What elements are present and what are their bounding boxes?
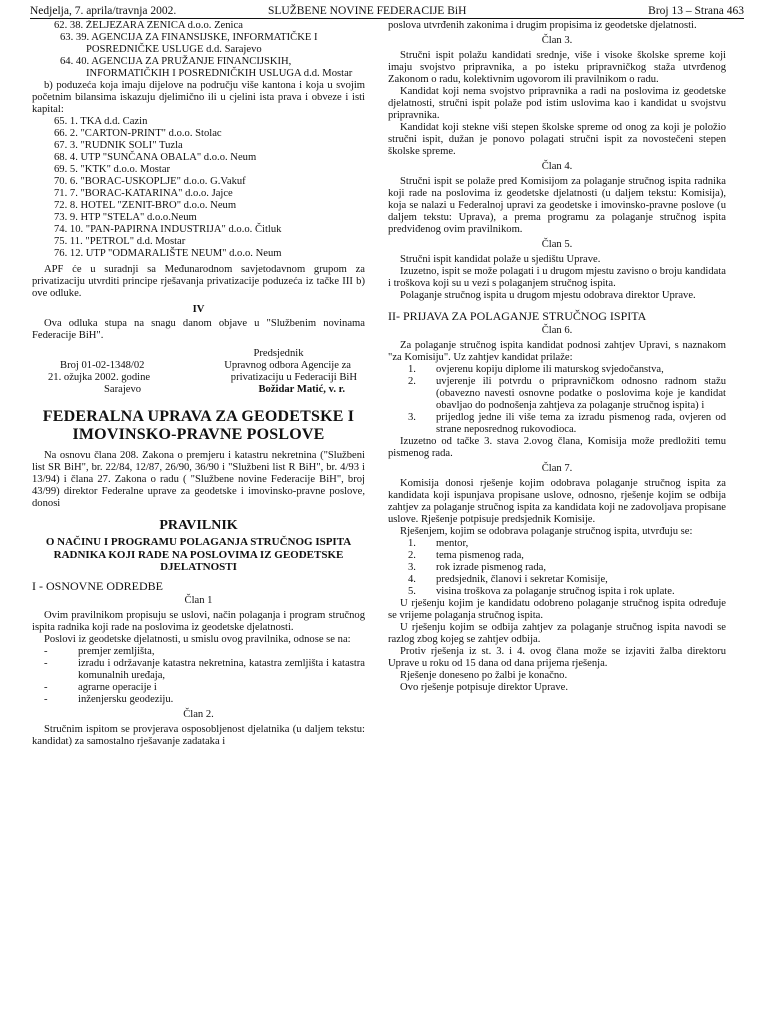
section-iv-heading: IV <box>192 304 205 315</box>
article-7-paragraph: Rješenjem, kojim se odobrava polaganje stručnog ispita, utvrđuju se: <box>400 526 693 537</box>
article-1-paragraph: Poslovi iz geodetske djelatnosti, u smislu ovog pravilnika, odnose se na: <box>44 633 351 645</box>
right-column <box>388 20 726 1020</box>
list-item: 63. 39. AGENCIJA ZA FINANSIJSKE, INFORMATIČKE I POSREDNIČKE USLUGE d.d. Sarajevo <box>60 32 318 55</box>
article-5-paragraph: Izuzetno, ispit se može polagati i u drugom mjestu zavisno o broju kandidata i troškova koji su u vezi s polaganjem stručnog ispita. <box>388 266 726 289</box>
list-item: 3. rok izrade pismenog rada, <box>408 562 547 573</box>
list-item: 74. 10. "PAN-PAPIRNA INDUSTRIJA" d.o.o. Čitluk <box>54 224 282 235</box>
article-1-paragraph: Ovim pravilnikom propisuju se uslovi, način polaganja i program stručnog ispita radnika koji rade na poslovima iz geodetske djelatnosti. <box>32 609 365 633</box>
decision-contents-list <box>388 538 726 598</box>
article-3-paragraph: Kandidat koji stekne viši stepen školske spreme od onog za koji je položio stručni ispit, dužan je ponovo polagati stručni ispit za novostečeni stepen školske spreme. <box>388 122 726 157</box>
list-item: 75. 11. "PETROL" d.d. Mostar <box>54 236 186 247</box>
decision-date: 21. ožujka 2002. godine <box>48 372 151 383</box>
issue-date: Nedjelja, 7. aprila/travnja 2002. <box>30 5 177 17</box>
list-item: 62. 38. ŽELJEZARA ZENICA d.o.o. Zenica <box>54 20 243 31</box>
gazette-title: SLUŽBENE NOVINE FEDERACIJE BiH <box>268 5 467 17</box>
list-item: - agrarne operacije i <box>44 681 157 693</box>
article-3-paragraph: Kandidat koji nema svojstvo pripravnika a radi na poslovima iz geodetske djelatnosti, stručni ispit polaže pod istim uslovima kao i kandidat u svojstvu pripravnika. <box>388 86 726 121</box>
article-7-paragraph: U rješenju kojim je kandidatu odobreno polaganje stručnog ispita određuje se vrijeme polaganja stručnog ispita. <box>388 598 726 621</box>
list-item: 1. ovjerenu kopiju diplome ili maturskog svjedočanstva, <box>408 364 664 375</box>
article-5-paragraph: Stručni ispit kandidat polaže u sjedištu Uprave. <box>400 254 601 265</box>
list-item: - izradu i održavanje katastra nekretnina, katastra zemljišta i katastra komunalnih uređaja, <box>44 657 365 681</box>
list-item: 65. 1. TKA d.d. Cazin <box>54 116 148 127</box>
signatory-name: Božidar Matić, v. r. <box>258 384 345 395</box>
article-heading: Član 4. <box>541 161 573 172</box>
page-header <box>30 4 744 19</box>
page-number: Broj 13 – Strana 463 <box>648 5 744 17</box>
list-item: 76. 12. UTP "ODMARALIŠTE NEUM" d.o.o. Neum <box>54 248 282 259</box>
list-item: 5. visina troškova za polaganje stručnog ispita i rok uplate. <box>408 586 675 597</box>
section-i-heading: I - OSNOVNE ODREDBE <box>32 578 163 593</box>
document-subtitle: O NAČINU I PROGRAMU POLAGANJA STRUČNOG ISPITA RADNIKA KOJI RADE NA POSLOVIMA IZ GEODETSKE DJELATNOSTI <box>45 536 352 573</box>
list-item: 69. 5. "KTK" d.o.o. Mostar <box>54 164 171 175</box>
decision-place: Sarajevo <box>104 384 142 395</box>
list-item: - inženjersku geodeziju. <box>44 693 174 705</box>
list-item: 70. 6. "BORAC-USKOPLJE" d.o.o. G.Vakuf <box>54 176 246 187</box>
article-heading: Član 1 <box>184 594 213 606</box>
list-item: 73. 9. HTP "STELA" d.o.o.Neum <box>54 212 197 223</box>
intro-paragraph: Na osnovu člana 208. Zakona o premjeru i katastru nekretnina ("Službeni list SR BiH", br. 22/84, 12/87, 26/90, 36/90 i "Službeni list R BiH", br. 4/93 i 13/94) i člana 27. Zakona o radu ( "Službene novine Federacije BiH", broj 43/99) direktor Federalne uprave za geodetske i imovinsko-pravne poslove, donosi <box>32 450 365 509</box>
paragraph-apf: APF će u suradnji sa Međunarodnom savjetodavnom grupom za privatizaciju utvrditi principe rješavanja privatizacije poduzeća iz tačke III b) ove odluke. <box>32 264 365 299</box>
company-list-b <box>32 116 365 260</box>
list-item: 4. predsjednik, članovi i sekretar Komisije, <box>408 574 608 585</box>
article-2-paragraph: Stručnim ispitom se provjerava osposobljenost djelatnika (u daljem tekstu: kandidat) za samostalno rješavanje zadataka i <box>32 723 365 747</box>
article-7-paragraph: Rješenje doneseno po žalbi je konačno. <box>400 670 568 681</box>
article-4-paragraph: Stručni ispit se polaže pred Komisijom za polaganje stručnog ispita radnika koji rade na poslovima iz geodetske djelatnosti (u daljem tekstu: Komisija), koja se nalazi u Federalnoj upravi za geodetske i imovinsko-pravne poslove (u daljem tekstu: Uprava), a prema programu za polaganje stručnog ispita predviđenog ovim pravilnikom. <box>388 176 726 235</box>
article-heading: Član 6. <box>541 325 573 336</box>
list-item: 68. 4. UTP "SUNČANA OBALA" d.o.o. Neum <box>54 152 257 163</box>
continued-paragraph: poslova utvrđenih zakonima i drugim propisima iz geodetske djelatnosti. <box>388 20 697 31</box>
article-heading: Član 3. <box>541 35 573 46</box>
article-7-paragraph: Ovo rješenje potpisuje direktor Uprave. <box>400 682 568 693</box>
article-7-paragraph: Komisija donosi rješenje kojim odobrava polaganje stručnog ispita za kandidata koji ispunjava propisane uslove, odnosno, rješenje kojim se odbija zahtjev za polaganje stručnog ispita za kandidata koji ne zadovoljava propisane uslove. Rješenje potpisuje predsjednik Komisije. <box>388 478 726 525</box>
list-item: 2. tema pismenog rada, <box>408 550 524 561</box>
list-item: 64. 40. AGENCIJA ZA PRUŽANJE FINANCIJSKIH, INFORMATIČKIH I POSREDNIČKIH USLUGA d.d. Mostar <box>60 56 353 79</box>
article-3-paragraph: Stručni ispit polažu kandidati srednje, više i visoke školske spreme koji imaju svojstvo pripravnika, a po isteku pripravničkog staža utvrđenog Zakonom o radu, kolektivnim ugovorom ili pravilnikom o radu. <box>388 50 726 85</box>
article-6-paragraph: Za polaganje stručnog ispita kandidat podnosi zahtjev Upravi, s naznakom "za Komisiju". Uz zahtjev kandidat prilaže: <box>388 340 726 363</box>
decision-number: Broj 01-02-1348/02 <box>60 360 145 371</box>
signature-block: Predsjednik Broj 01-02-1348/02 Upravnog odbora Agencije za 21. ožujka 2002. godine privatizaciju u Federaciji BiH Sarajevo Božidar Matić, v. r. <box>32 348 365 396</box>
article-6-paragraph: Izuzetno od tačke 3. stava 2.ovog člana, Komisija može predložiti temu pismenog rada. <box>388 436 726 459</box>
article-7-paragraph: U rješenju kojim se odbija zahtjev za polaganje stručnog ispita navodi se razlog zbog kojeg se zahtjev odbija. <box>388 622 726 645</box>
article-heading: Član 7. <box>541 463 573 474</box>
section-ii-heading: II- PRIJAVA ZA POLAGANJE STRUČNOG ISPITA <box>388 309 647 323</box>
list-item: 2. uvjerenje ili potvrdu o pripravničkom odnosno radnom stažu (obavezno navesti osnovne podatke o poslovima koje je kandidat obavljao do podnošenja zahtjeva za polaganje stručnog ispita) i <box>408 376 726 411</box>
list-item: 71. 7. "BORAC-KATARINA" d.o.o. Jajce <box>54 188 233 199</box>
article-heading: Član 5. <box>541 239 573 250</box>
list-item: 72. 8. HOTEL "ZENIT-BRO" d.o.o. Neum <box>54 200 237 211</box>
attachments-list <box>388 364 726 436</box>
activities-list <box>32 646 365 706</box>
list-item: 1. mentor, <box>408 538 469 549</box>
article-heading: Član 2. <box>183 708 214 720</box>
issuer-title: FEDERALNA UPRAVA ZA GEODETSKE I IMOVINSKO-PRAVNE POSLOVE <box>42 408 355 443</box>
list-item: 3. prijedlog jedne ili više tema za izradu pismenog rada, ovjeren od strane neposrednog rukovodioca. <box>408 412 726 435</box>
left-column <box>32 20 365 1020</box>
list-item: 66. 2. "CARTON-PRINT" d.o.o. Stolac <box>54 128 222 139</box>
document-title: PRAVILNIK <box>159 518 238 533</box>
paragraph-iv: Ova odluka stupa na snagu danom objave u "Službenim novinama Federacije BiH". <box>32 318 365 341</box>
list-item: - premjer zemljišta, <box>44 645 155 657</box>
list-item: 67. 3. "RUDNIK SOLI" Tuzla <box>54 140 183 151</box>
signature-role: Predsjednik <box>253 348 304 359</box>
article-7-paragraph: Protiv rješenja iz st. 3. i 4. ovog člana može se izjaviti žalba direktoru Uprave u roku od 15 dana od dana prijema rješenja. <box>388 646 726 669</box>
article-5-paragraph: Polaganje stručnog ispita u drugom mjestu odobrava direktor Uprave. <box>400 290 696 301</box>
paragraph-b: b) poduzeća koja imaju dijelove na području više kantona i koja u svojim početnim bilansima iskazuju djelimično ili u cjelini ista prava i obveze i isti kapital: <box>32 80 365 115</box>
